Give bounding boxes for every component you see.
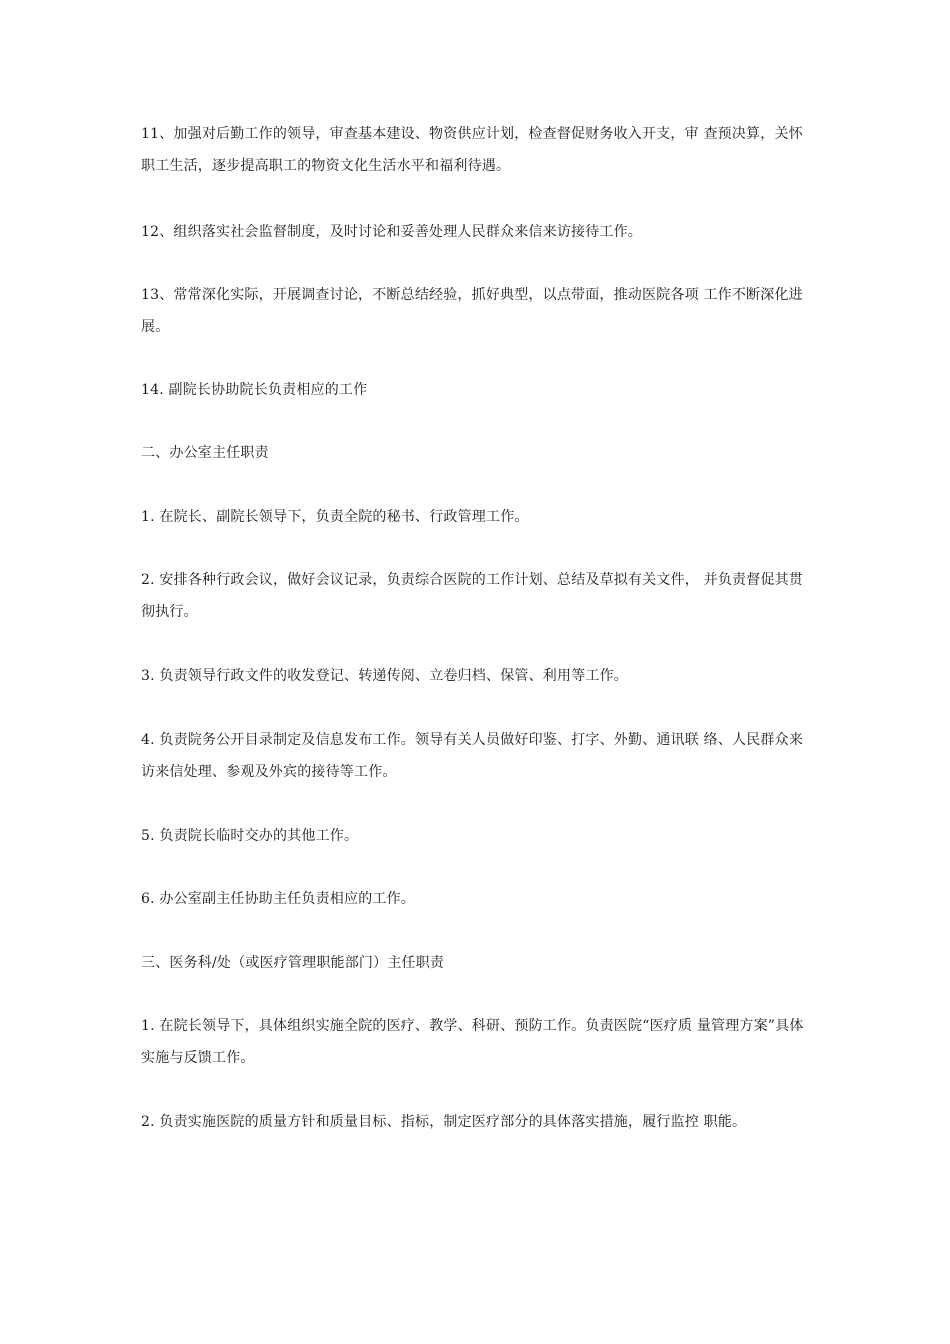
paragraph-vice-president: 14. 副院长协助院长负责相应的工作	[141, 382, 368, 398]
section-heading-office-director: 二、办公室主任职责	[141, 445, 269, 461]
paragraph-office-item-4: 4. 负责院务公开目录制定及信息发布工作。领导有关人员做好印鉴、打字、外勤、通讯联 络、人民群众来访来信处理、参观及外宾的接待等工作。	[141, 732, 804, 780]
paragraph-field-research: 13、常常深化实际，开展调查讨论，不断总结经验，抓好典型，以点带面，推动医院各项 工作不断深化进展。	[141, 287, 803, 335]
paragraph-medical-item-2: 2. 负责实施医院的质量方针和质量目标、指标，制定医疗部分的具体落实措施，履行监控 职能。	[141, 1114, 747, 1130]
paragraph-logistics-leadership: 11、加强对后勤工作的领导，审查基本建设、物资供应计划，检查督促财务收入开支，审 查预决算，关怀职工生活，逐步提高职工的物资文化生活水平和福利待遇。	[141, 126, 803, 174]
paragraph-medical-item-1: 1. 在院长领导下，具体组织实施全院的医疗、教学、科研、预防工作。负责医院“医疗质 量管理方案”具体实施与反馈工作。	[141, 1018, 804, 1066]
paragraph-office-item-3: 3. 负责领导行政文件的收发登记、转递传阅、立卷归档、保管、利用等工作。	[141, 668, 629, 684]
paragraph-social-supervision: 12、组织落实社会监督制度，及时讨论和妥善处理人民群众来信来访接待工作。	[141, 224, 643, 240]
paragraph-office-item-2: 2. 安排各种行政会议，做好会议记录，负责综合医院的工作计划、总结及草拟有关文件， 并负责督促其贯彻执行。	[141, 572, 804, 620]
paragraph-office-item-5: 5. 负责院长临时交办的其他工作。	[141, 828, 359, 844]
paragraph-office-item-6: 6. 办公室副主任协助主任负责相应的工作。	[141, 891, 416, 907]
section-heading-medical-affairs: 三、医务科/处（或医疗管理职能部门）主任职责	[141, 955, 445, 971]
paragraph-office-item-1: 1. 在院长、副院长领导下，负责全院的秘书、行政管理工作。	[141, 509, 529, 525]
